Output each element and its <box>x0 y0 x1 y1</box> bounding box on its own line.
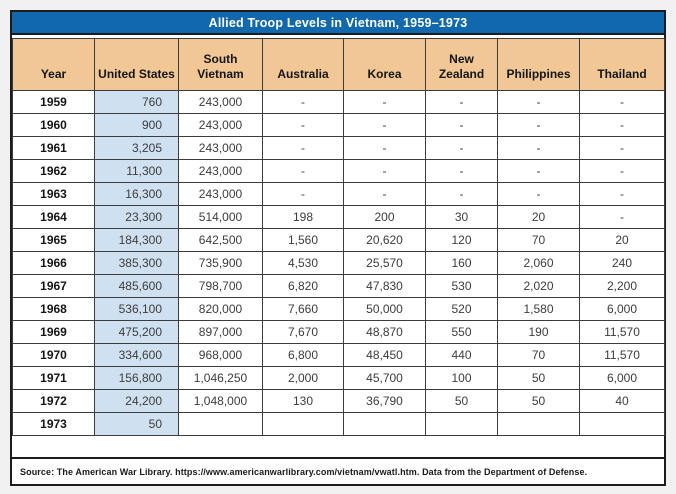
value-cell-kr: 20,620 <box>344 229 426 252</box>
value-cell-us: 900 <box>95 114 179 137</box>
value-cell-us: 24,200 <box>95 390 179 413</box>
value-cell-th: - <box>580 91 665 114</box>
value-cell-sv <box>179 413 263 436</box>
table-row-1967 <box>13 275 665 298</box>
year-cell: 1967 <box>13 275 95 298</box>
value-cell-th: 2,200 <box>580 275 665 298</box>
value-cell-sv: 243,000 <box>179 160 263 183</box>
value-cell-us: 385,300 <box>95 252 179 275</box>
value-cell-nz: 440 <box>426 344 498 367</box>
table-row-1966 <box>13 252 665 275</box>
value-cell-us: 50 <box>95 413 179 436</box>
value-cell-th: 40 <box>580 390 665 413</box>
value-cell-th: 6,000 <box>580 298 665 321</box>
year-cell: 1964 <box>13 206 95 229</box>
value-cell-us: 156,800 <box>95 367 179 390</box>
value-cell-ph: 50 <box>498 367 580 390</box>
value-cell-th <box>580 413 665 436</box>
table-row-1972 <box>13 390 665 413</box>
value-cell-ph: - <box>498 114 580 137</box>
column-header-australia: Australia <box>263 39 344 91</box>
value-cell-kr: - <box>344 183 426 206</box>
value-cell-ph: 20 <box>498 206 580 229</box>
value-cell-th: 20 <box>580 229 665 252</box>
value-cell-au <box>263 413 344 436</box>
value-cell-sv: 820,000 <box>179 298 263 321</box>
value-cell-ph: 2,020 <box>498 275 580 298</box>
column-header-korea: Korea <box>344 39 426 91</box>
value-cell-au: 4,530 <box>263 252 344 275</box>
value-cell-ph <box>498 413 580 436</box>
value-cell-kr: 48,870 <box>344 321 426 344</box>
value-cell-sv: 243,000 <box>179 114 263 137</box>
value-cell-nz: 30 <box>426 206 498 229</box>
year-cell: 1961 <box>13 137 95 160</box>
value-cell-kr: 45,700 <box>344 367 426 390</box>
value-cell-au: - <box>263 114 344 137</box>
year-cell: 1971 <box>13 367 95 390</box>
header-row <box>13 39 665 91</box>
value-cell-ph: 190 <box>498 321 580 344</box>
value-cell-sv: 1,046,250 <box>179 367 263 390</box>
value-cell-sv: 642,500 <box>179 229 263 252</box>
value-cell-sv: 243,000 <box>179 137 263 160</box>
year-cell: 1972 <box>13 390 95 413</box>
year-cell: 1960 <box>13 114 95 137</box>
year-cell: 1959 <box>13 91 95 114</box>
value-cell-kr: - <box>344 137 426 160</box>
value-cell-nz: - <box>426 137 498 160</box>
value-cell-au: 7,660 <box>263 298 344 321</box>
value-cell-nz: 520 <box>426 298 498 321</box>
value-cell-ph: - <box>498 183 580 206</box>
value-cell-sv: 735,900 <box>179 252 263 275</box>
value-cell-sv: 897,000 <box>179 321 263 344</box>
year-cell: 1968 <box>13 298 95 321</box>
value-cell-au: 1,560 <box>263 229 344 252</box>
table-row-1964 <box>13 206 665 229</box>
troop-levels-table-card <box>10 10 666 486</box>
value-cell-kr: 47,830 <box>344 275 426 298</box>
value-cell-th: - <box>580 160 665 183</box>
value-cell-ph: 2,060 <box>498 252 580 275</box>
value-cell-sv: 1,048,000 <box>179 390 263 413</box>
value-cell-kr: 48,450 <box>344 344 426 367</box>
value-cell-us: 475,200 <box>95 321 179 344</box>
value-cell-kr: 200 <box>344 206 426 229</box>
year-cell: 1965 <box>13 229 95 252</box>
column-header-philippines: Philippines <box>498 39 580 91</box>
value-cell-nz: 50 <box>426 390 498 413</box>
value-cell-sv: 243,000 <box>179 183 263 206</box>
value-cell-ph: 70 <box>498 229 580 252</box>
value-cell-au: 130 <box>263 390 344 413</box>
value-cell-kr: 25,570 <box>344 252 426 275</box>
column-header-new-zealand: New Zealand <box>426 39 498 91</box>
value-cell-kr: - <box>344 160 426 183</box>
column-header-thailand: Thailand <box>580 39 665 91</box>
value-cell-th: 11,570 <box>580 344 665 367</box>
table-title-bar <box>12 12 664 35</box>
value-cell-ph: 50 <box>498 390 580 413</box>
year-cell: 1969 <box>13 321 95 344</box>
value-cell-ph: - <box>498 160 580 183</box>
value-cell-nz <box>426 413 498 436</box>
value-cell-nz: 530 <box>426 275 498 298</box>
value-cell-nz: - <box>426 160 498 183</box>
value-cell-sv: 798,700 <box>179 275 263 298</box>
value-cell-us: 184,300 <box>95 229 179 252</box>
value-cell-th: - <box>580 137 665 160</box>
table-row-1971 <box>13 367 665 390</box>
table-row-1973 <box>13 413 665 436</box>
value-cell-us: 334,600 <box>95 344 179 367</box>
table-row-1968 <box>13 298 665 321</box>
table-row-1960 <box>13 114 665 137</box>
table-row-1970 <box>13 344 665 367</box>
value-cell-au: 6,820 <box>263 275 344 298</box>
table-row-1963 <box>13 183 665 206</box>
value-cell-nz: - <box>426 183 498 206</box>
value-cell-au: - <box>263 183 344 206</box>
value-cell-kr: - <box>344 91 426 114</box>
value-cell-us: 11,300 <box>95 160 179 183</box>
column-header-year: Year <box>13 39 95 91</box>
table-row-1959 <box>13 91 665 114</box>
value-cell-kr: - <box>344 114 426 137</box>
value-cell-kr <box>344 413 426 436</box>
source-note: Source: The American War Library. https://www.americanwarlibrary.com/vietnam/vwatl.htm. Data from the Department of Defense. <box>12 457 664 484</box>
column-header-united-states: United States <box>95 39 179 91</box>
value-cell-au: 198 <box>263 206 344 229</box>
value-cell-kr: 50,000 <box>344 298 426 321</box>
table-title: Allied Troop Levels in Vietnam, 1959–1973 <box>208 15 468 30</box>
value-cell-ph: - <box>498 137 580 160</box>
table-row-1962 <box>13 160 665 183</box>
value-cell-us: 3,205 <box>95 137 179 160</box>
value-cell-ph: 1,580 <box>498 298 580 321</box>
value-cell-th: 11,570 <box>580 321 665 344</box>
year-cell: 1963 <box>13 183 95 206</box>
value-cell-us: 485,600 <box>95 275 179 298</box>
value-cell-sv: 514,000 <box>179 206 263 229</box>
value-cell-au: 7,670 <box>263 321 344 344</box>
value-cell-au: - <box>263 137 344 160</box>
value-cell-nz: 100 <box>426 367 498 390</box>
value-cell-us: 16,300 <box>95 183 179 206</box>
value-cell-nz: 120 <box>426 229 498 252</box>
value-cell-th: - <box>580 206 665 229</box>
value-cell-sv: 968,000 <box>179 344 263 367</box>
value-cell-ph: 70 <box>498 344 580 367</box>
value-cell-th: 240 <box>580 252 665 275</box>
year-cell: 1973 <box>13 413 95 436</box>
value-cell-ph: - <box>498 91 580 114</box>
value-cell-us: 23,300 <box>95 206 179 229</box>
year-cell: 1966 <box>13 252 95 275</box>
year-cell: 1962 <box>13 160 95 183</box>
value-cell-nz: - <box>426 114 498 137</box>
value-cell-th: - <box>580 114 665 137</box>
column-header-south-vietnam: South Vietnam <box>179 39 263 91</box>
value-cell-sv: 243,000 <box>179 91 263 114</box>
value-cell-au: - <box>263 160 344 183</box>
table-row-1969 <box>13 321 665 344</box>
value-cell-nz: 550 <box>426 321 498 344</box>
value-cell-kr: 36,790 <box>344 390 426 413</box>
value-cell-nz: 160 <box>426 252 498 275</box>
table-row-1961 <box>13 137 665 160</box>
value-cell-th: - <box>580 183 665 206</box>
year-cell: 1970 <box>13 344 95 367</box>
troop-levels-table <box>12 38 665 436</box>
value-cell-au: 6,800 <box>263 344 344 367</box>
value-cell-nz: - <box>426 91 498 114</box>
value-cell-au: 2,000 <box>263 367 344 390</box>
value-cell-us: 536,100 <box>95 298 179 321</box>
value-cell-au: - <box>263 91 344 114</box>
value-cell-us: 760 <box>95 91 179 114</box>
value-cell-th: 6,000 <box>580 367 665 390</box>
table-row-1965 <box>13 229 665 252</box>
